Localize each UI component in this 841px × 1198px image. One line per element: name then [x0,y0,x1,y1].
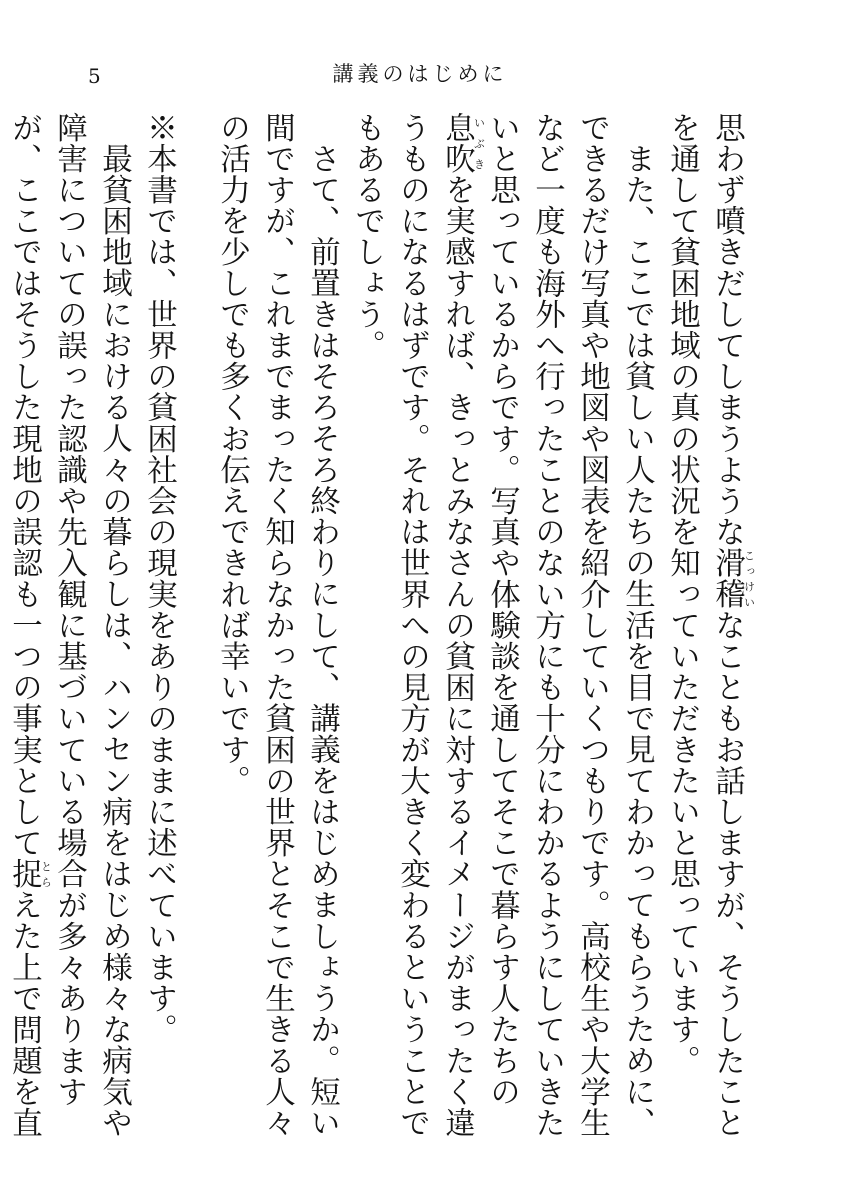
ruby-toraeru-reading: とら [39,858,53,890]
ruby-ibuki-reading: いぶき [472,112,486,175]
paragraph-1-text-a: 思わず噴きだしてしまうような [709,112,745,548]
running-title: 講義のはじめに [332,62,508,86]
ruby-kokkei [709,547,756,610]
note-line-2 [0,112,137,1152]
ruby-ibuki [439,112,486,175]
page-number: 5 [88,64,101,88]
paragraph-2-text-a: また、ここでは貧しい人たちの生活を目で見てわかってもらうために、できるだけ写真や地図や図表を紹介していくつもりです。高校生や大学生など一度も海外へ行ったことのない方にも十分にわかるようにしていきたいと思っているからです。写真や体験談を通してそこで暮らす人たちの [484,112,655,1139]
paragraph-3: さて、前置きはそろそろ終わりにして、講義をはじめましょうか。短い間ですが、これまでまったく知らなかった貧困の世界とそこで生きる人々の活力を少しでも多くお伝えできれば幸いです。 [214,112,340,1139]
paragraph-1-text-b: なこともお話しますが、そうしたことを通して貧困地域の真の状況を知っていただきたいと思っています。 [664,112,745,1139]
note-line-2-text-a: 最貧困地域における人々の暮らしは、ハンセン病をはじめ様々な病気や障害についての誤った認識や先入観に基づいている場合が多々ありますが、ここではそうした現地の誤認も一つの事実として [6,112,132,1138]
note-line-1: ※本書では、世界の貧困社会の現実をありのままに述べています。 [141,112,177,1045]
ruby-kokkei-base: 滑稽 [709,547,745,610]
body-text [0,112,755,1152]
ruby-toraeru [6,858,53,890]
section-gap [182,112,210,1152]
paragraph-2 [345,112,660,1152]
paragraph-1 [660,112,756,1152]
ruby-ibuki-base: 息吹 [439,112,475,175]
ruby-toraeru-base: 捉 [6,858,42,890]
note-line-2-text-b: えた上で問題を直 [6,889,42,1139]
paragraph-2-text-b: を実感すれば、きっとみなさんの貧困に対するイメージがまったく違うものになるはずです。それは世界への見方が大きく変わるということでもあるでしょう。 [349,112,475,1139]
ruby-kokkei-reading: こっけい [742,547,756,610]
note [0,112,182,1152]
